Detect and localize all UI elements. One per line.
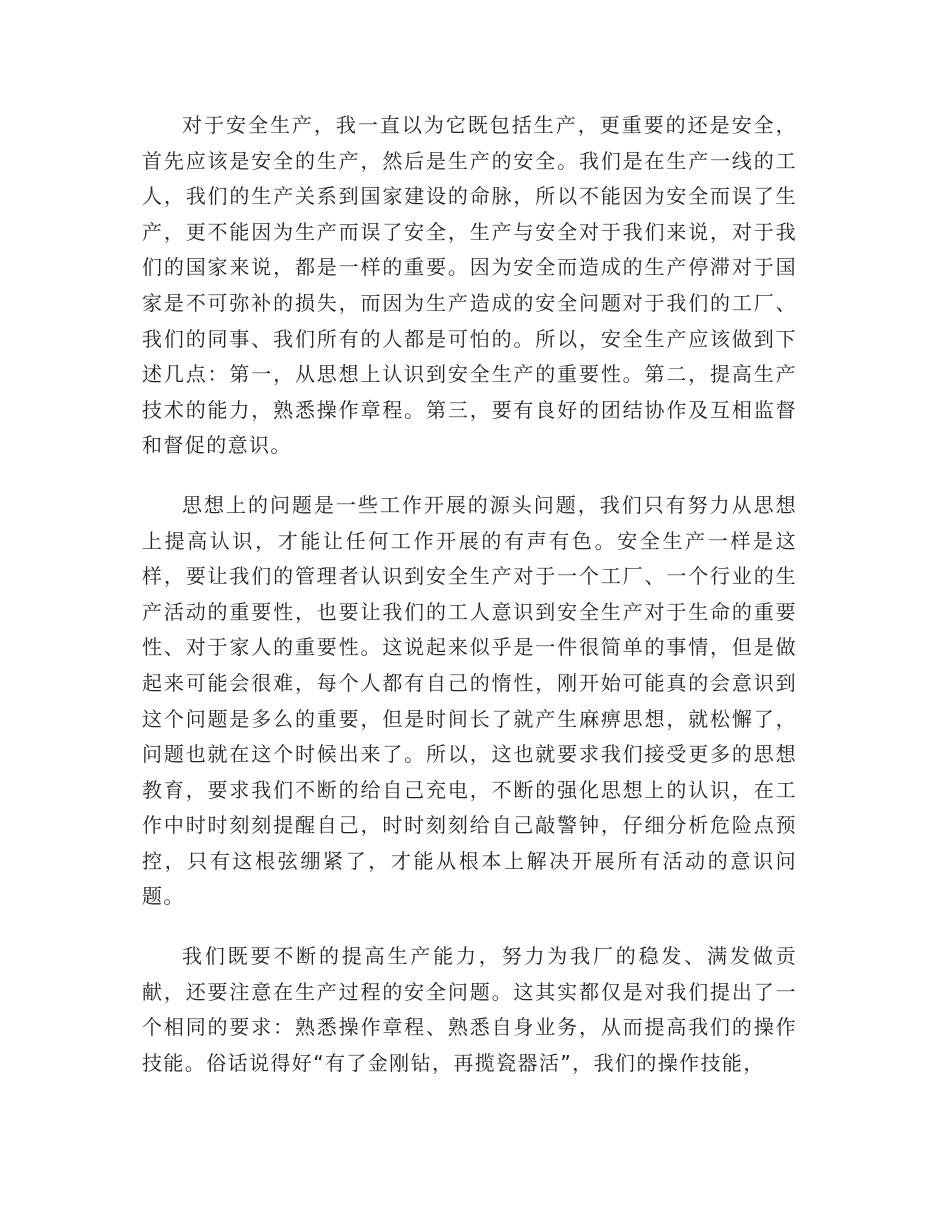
paragraph-1: 对于安全生产，我一直以为它既包括生产，更重要的还是安全，首先应该是安全的生产，然后是生产的安全。我们是在生产一线的工人，我们的生产关系到国家建设的命脉，所以不能因为安全而误了生产，更不能因为生产而误了安全，生产与安全对于我们来说，对于我们的国家来说，都是一样的重要。因为安全而造成的生产停滞对于国家是不可弥补的损失，而因为生产造成的安全问题对于我们的工厂、我们的同事、我们所有的人都是可怕的。所以，安全生产应该做到下述几点：第一，从思想上认识到安全生产的重要性。第二，提高生产技术的能力，熟悉操作章程。第三，要有良好的团结协作及互相监督和督促的意识。 [142,113,797,458]
paragraph-3: 我们既要不断的提高生产能力，努力为我厂的稳发、满发做贡献，还要注意在生产过程的安全问题。这其实都仅是对我们提出了一个相同的要求：熟悉操作章程、熟悉自身业务，从而提高我们的操作技能。俗话说得好“有了金刚钻，再揽瓷器活”，我们的操作技能， [142,944,797,1075]
document-body [142,108,797,1081]
paragraph-2: 思想上的问题是一些工作开展的源头问题，我们只有努力从思想上提高认识，才能让任何工作开展的有声有色。安全生产一样是这样，要让我们的管理者认识到安全生产对于一个工厂、一个行业的生产活动的重要性，也要让我们的工人意识到安全生产对于生命的重要性、对于家人的重要性。这说起来似乎是一件很简单的事情，但是做起来可能会很难，每个人都有自己的惰性，刚开始可能真的会意识到这个问题是多么的重要，但是时间长了就产生麻痹思想，就松懈了，问题也就在这个时候出来了。所以，这也就要求我们接受更多的思想教育，要求我们不断的给自己充电，不断的强化思想上的认识，在工作中时时刻刻提醒自己，时时刻刻给自己敲警钟，仔细分析危险点预控，只有这根弦绷紧了，才能从根本上解决开展所有活动的意识问题。 [142,492,797,909]
